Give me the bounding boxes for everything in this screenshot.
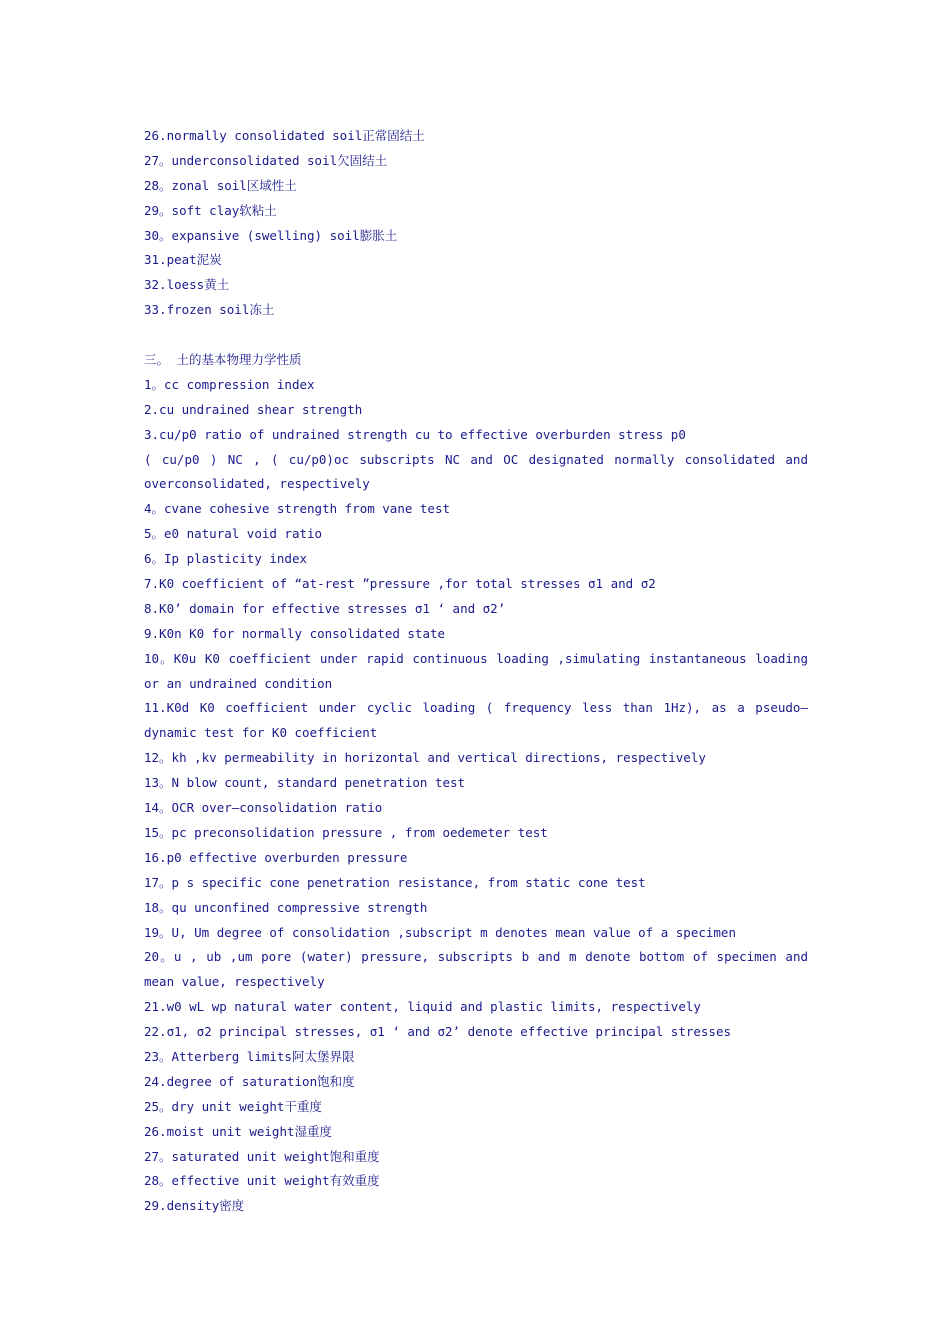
- list-item: 18。qu unconfined compressive strength: [144, 899, 428, 915]
- list-item-continuation: mean value, respectively: [144, 974, 325, 990]
- list-item: 11.K0d K0 coefficient under cyclic loading ( frequency less than 1Hz), as a pseudo—: [144, 700, 808, 716]
- list-item: 5。e0 natural void ratio: [144, 526, 323, 542]
- list-item: 30。expansive (swelling) soil膨胀土: [144, 227, 398, 243]
- list-item-continuation: or an undrained condition: [144, 675, 333, 691]
- list-item: 28。zonal soil区域性土: [144, 177, 297, 193]
- list-item: 16.p0 effective overburden pressure: [144, 849, 408, 865]
- list-item: 22.σ1, σ2 principal stresses, σ1 ‘ and σ2’ denote effective principal stresses: [144, 1024, 731, 1040]
- list-item: 1。cc compression index: [144, 376, 315, 392]
- list-item: 17。p s specific cone penetration resistance, from static cone test: [144, 874, 646, 890]
- list-item: 23。Atterberg limits阿太堡界限: [144, 1048, 355, 1064]
- list-item: 29。soft clay软粘土: [144, 202, 277, 218]
- list-item: 28。effective unit weight有效重度: [144, 1173, 380, 1189]
- list-item: 29.density密度: [144, 1198, 245, 1214]
- list-item: 9.K0n K0 for normally consolidated state: [144, 625, 446, 641]
- list-item: 8.K0’ domain for effective stresses σ1 ‘ and σ2’: [144, 600, 506, 616]
- list-item: 6。Ip plasticity index: [144, 551, 308, 567]
- list-item: 14。OCR over—consolidation ratio: [144, 800, 383, 816]
- list-item: 3.cu/p0 ratio of undrained strength cu to effective overburden stress p0: [144, 426, 686, 442]
- list-item: 4。cvane cohesive strength from vane test: [144, 501, 450, 517]
- list-item: 24.degree of saturation饱和度: [144, 1073, 355, 1089]
- list-item: 27。underconsolidated soil欠固结土: [144, 152, 388, 168]
- list-item: 21.w0 wL wp natural water content, liquid and plastic limits, respectively: [144, 999, 701, 1015]
- section-heading: 三。 土的基本物理力学性质: [144, 352, 302, 368]
- list-item: 10。K0u K0 coefficient under rapid continuous loading ,simulating instantaneous loading: [144, 650, 808, 666]
- list-item: 33.frozen soil冻土: [144, 302, 275, 318]
- list-item: 25。dry unit weight干重度: [144, 1098, 322, 1114]
- list-item: 19。U, Um degree of consolidation ,subscript m denotes mean value of a specimen: [144, 924, 736, 940]
- list-item: 31.peat泥炭: [144, 252, 222, 268]
- list-item-continuation: ( cu/p0 ) NC , ( cu/p0)oc subscripts NC and OC designated normally consolidated and: [144, 451, 808, 467]
- list-item-continuation: overconsolidated, respectively: [144, 476, 370, 492]
- document-body: [144, 124, 808, 1219]
- list-item: 32.loess黄土: [144, 277, 230, 293]
- list-item-continuation: dynamic test for K0 coefficient: [144, 725, 378, 741]
- list-item: 20。u , ub ,um pore (water) pressure, subscripts b and m denote bottom of specimen and: [144, 949, 808, 965]
- list-item: 2.cu undrained shear strength: [144, 401, 363, 417]
- list-item: 26.moist unit weight湿重度: [144, 1123, 333, 1139]
- list-item: 26.normally consolidated soil正常固结土: [144, 128, 425, 143]
- section-spacer: [144, 323, 808, 348]
- list-item: 27。saturated unit weight饱和重度: [144, 1148, 380, 1164]
- list-item: 13。N blow count, standard penetration test: [144, 775, 466, 791]
- list-item: 15。pc preconsolidation pressure , from oedemeter test: [144, 824, 548, 840]
- list-item: 7.K0 coefficient of “at-rest ”pressure ,for total stresses σ1 and σ2: [144, 576, 656, 592]
- list-item: 12。kh ,kv permeability in horizontal and vertical directions, respectively: [144, 750, 706, 766]
